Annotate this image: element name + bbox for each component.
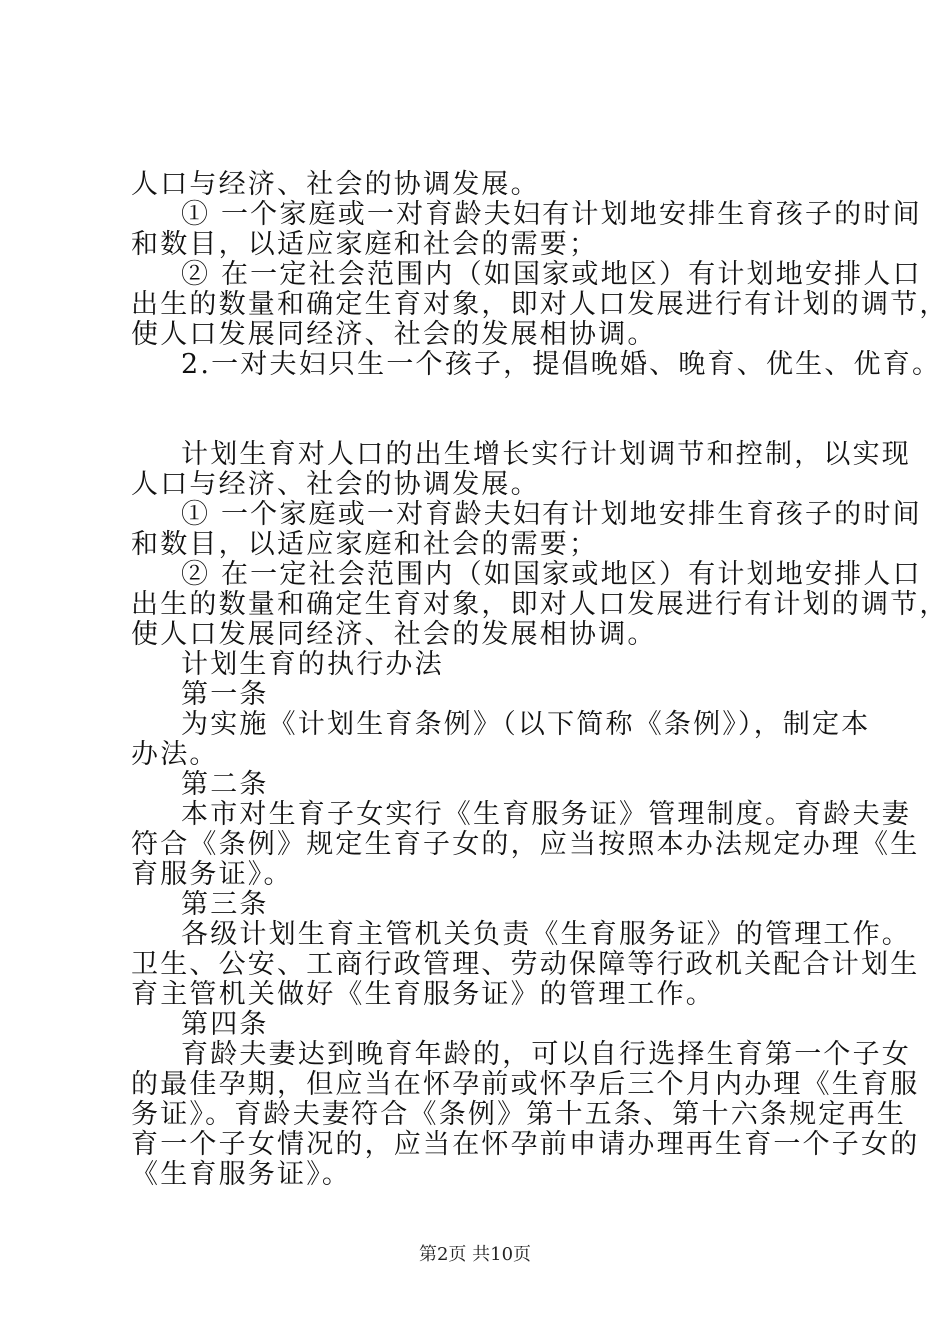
- article-heading: 第二条: [181, 769, 269, 800]
- text-line: 育主管机关做好《生育服务证》的管理工作。: [131, 979, 715, 1010]
- text-line: 育服务证》。: [131, 859, 293, 890]
- text-line: 人口与经济、社会的协调发展。: [131, 169, 540, 200]
- article-heading: 第四条: [181, 1009, 269, 1040]
- text-line: 各级计划生育主管机关负责《生育服务证》的管理工作。: [181, 919, 911, 950]
- document-body: [131, 169, 949, 1190]
- text-line: 办法。: [131, 739, 219, 770]
- text-line: 为实施《计划生育条例》（以下简称《条例》），制定本: [181, 709, 871, 740]
- text-line: 和数目，以适应家庭和社会的需要；: [131, 529, 599, 560]
- text-line: 务证》。育龄夫妻符合《条例》第十五条、第十六条规定再生: [131, 1099, 906, 1130]
- text-line: 使人口发展同经济、社会的发展相协调。: [131, 619, 657, 650]
- text-line: 出生的数量和确定生育对象，即对人口发展进行有计划的调节，: [131, 589, 949, 620]
- paragraph-gap: [131, 380, 831, 440]
- text-line: ① 一个家庭或一对育龄夫妇有计划地安排生育孩子的时间: [181, 499, 922, 530]
- text-line: 《生育服务证》。: [131, 1159, 352, 1190]
- article-heading: 第一条: [181, 679, 269, 710]
- article-heading: 第三条: [181, 889, 269, 920]
- text-line: ② 在一定社会范围内（如国家或地区）有计划地安排人口: [181, 259, 922, 290]
- text-line: 卫生、公安、工商行政管理、劳动保障等行政机关配合计划生: [131, 949, 920, 980]
- text-line: 符合《条例》规定生育子女的，应当按照本办法规定办理《生: [131, 829, 920, 860]
- text-line: 使人口发展同经济、社会的发展相协调。: [131, 319, 657, 350]
- text-line: ① 一个家庭或一对育龄夫妇有计划地安排生育孩子的时间: [181, 199, 922, 230]
- text-line: ② 在一定社会范围内（如国家或地区）有计划地安排人口: [181, 559, 922, 590]
- text-line: 2.一对夫妇只生一个孩子，提倡晚婚、晚育、优生、优育。: [181, 349, 942, 380]
- text-line: 育一个子女情况的，应当在怀孕前申请办理再生育一个子女的: [131, 1129, 920, 1160]
- text-line: 育龄夫妻达到晚育年龄的，可以自行选择生育第一个子女: [181, 1039, 911, 1070]
- text-line: 的最佳孕期，但应当在怀孕前或怀孕后三个月内办理《生育服: [131, 1069, 920, 1100]
- text-line: 本市对生育子女实行《生育服务证》管理制度。育龄夫妻: [181, 799, 911, 830]
- text-line: 出生的数量和确定生育对象，即对人口发展进行有计划的调节，: [131, 289, 949, 320]
- text-line: 和数目，以适应家庭和社会的需要；: [131, 229, 599, 260]
- text-line: 人口与经济、社会的协调发展。: [131, 469, 540, 500]
- page-footer: 第2页 共10页: [418, 1244, 532, 1265]
- section-heading: 计划生育的执行办法: [181, 649, 444, 680]
- text-line: 计划生育对人口的出生增长实行计划调节和控制，以实现: [181, 439, 911, 470]
